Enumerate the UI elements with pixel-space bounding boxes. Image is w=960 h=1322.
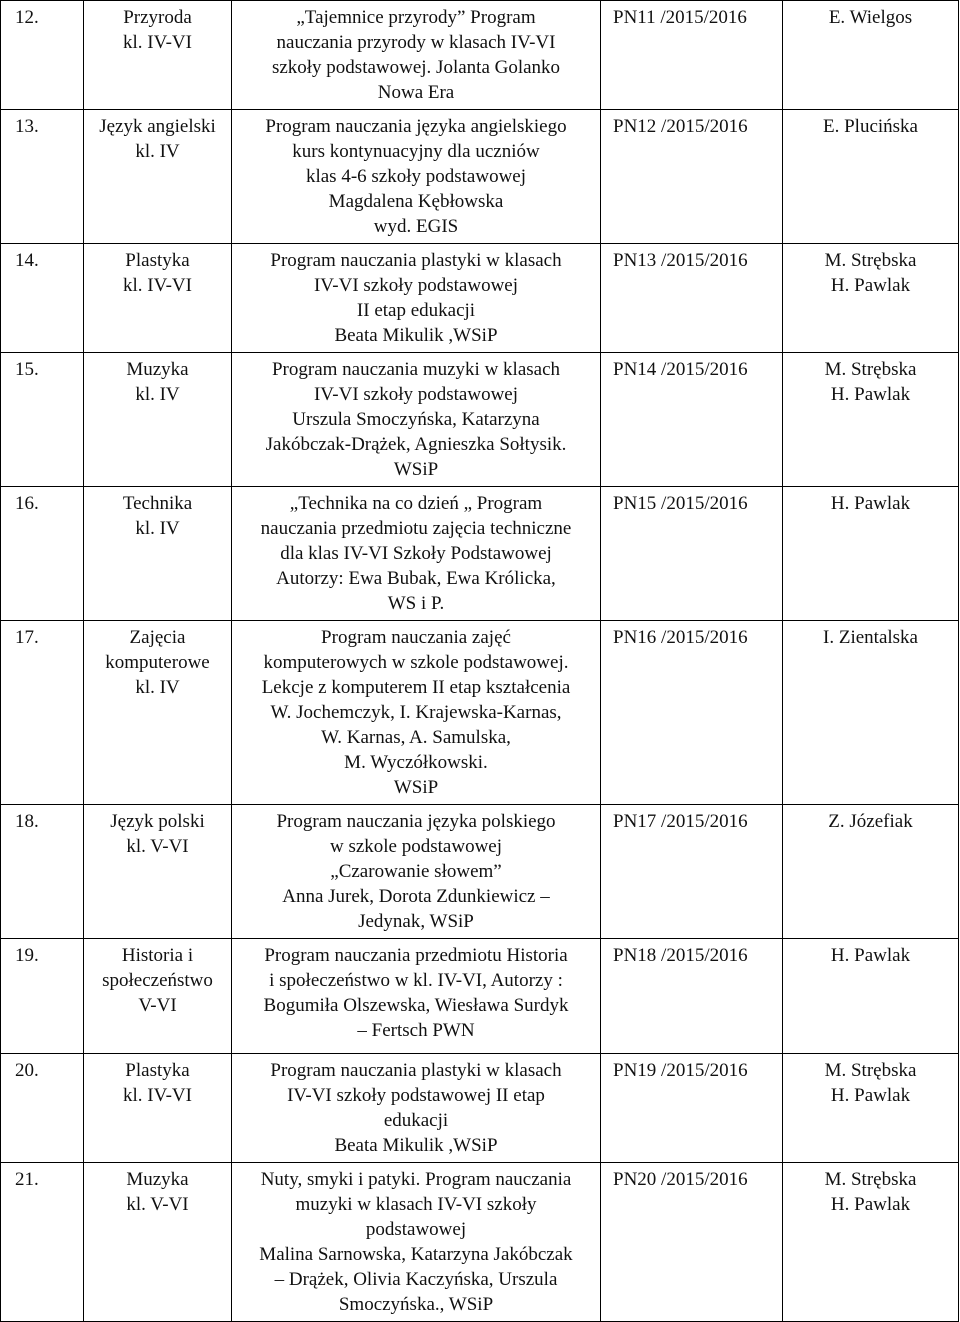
program-line: Malina Sarnowska, Katarzyna Jakóbczak xyxy=(259,1244,573,1265)
teachers-cell xyxy=(783,621,959,805)
teacher-name: H. Pawlak xyxy=(830,275,911,296)
subject-line: Język polski xyxy=(110,811,205,832)
program-line: szkoły podstawowej. Jolanta Golanko xyxy=(271,57,561,78)
teacher-name: H. Pawlak xyxy=(830,1085,911,1106)
program-line: klas 4-6 szkoły podstawowej xyxy=(305,166,527,187)
program-line: Program nauczania języka polskiego xyxy=(276,811,556,832)
program-line: „Czarowanie słowem” xyxy=(330,861,502,882)
subject-line: Plastyka xyxy=(125,1060,190,1081)
program-line: wyd. EGIS xyxy=(373,216,459,237)
subject-line: Historia i xyxy=(121,945,194,966)
program-number-cell xyxy=(601,621,783,805)
program-number: PN20 /2015/2016 xyxy=(613,1169,748,1190)
subject-line: kl. IV xyxy=(135,518,180,539)
teacher-name: M. Strębska xyxy=(824,1169,917,1190)
teachers-cell xyxy=(783,939,959,1054)
teacher-name: Z. Józefiak xyxy=(828,811,913,832)
program-number-cell xyxy=(601,244,783,353)
program-line: Program nauczania języka angielskiego xyxy=(265,116,567,137)
row-number: 19. xyxy=(15,945,39,966)
program-line: Jedynak, WSiP xyxy=(358,911,474,932)
row-number-cell xyxy=(1,110,84,244)
program-number-cell xyxy=(601,1,783,110)
program-line: edukacji xyxy=(383,1110,449,1131)
program-number-cell xyxy=(601,805,783,939)
teachers-cell xyxy=(783,1,959,110)
row-number-cell xyxy=(1,621,84,805)
teacher-name: H. Pawlak xyxy=(830,945,911,966)
program-line: M. Wyczółkowski. xyxy=(344,752,488,773)
program-line: Lekcje z komputerem II etap kształcenia xyxy=(261,677,571,698)
subject-line: kl. IV-VI xyxy=(123,32,192,53)
program-line: – Drążek, Olivia Kaczyńska, Urszula xyxy=(274,1269,558,1290)
program-line: Program nauczania plastyki w klasach xyxy=(270,250,562,271)
subject-cell xyxy=(84,487,232,621)
table-row xyxy=(1,621,959,805)
subject-line: Zajęcia xyxy=(129,627,186,648)
subject-line: Przyroda xyxy=(123,7,192,28)
subject-cell xyxy=(84,1163,232,1322)
subject-line: kl. IV-VI xyxy=(123,275,192,296)
program-number-cell xyxy=(601,487,783,621)
row-number: 15. xyxy=(15,359,39,380)
subject-cell xyxy=(84,621,232,805)
program-line: Anna Jurek, Dorota Zdunkiewicz – xyxy=(282,886,550,907)
program-number: PN14 /2015/2016 xyxy=(613,359,748,380)
program-line: „Tajemnice przyrody” Program xyxy=(296,7,536,28)
teacher-name: M. Strębska xyxy=(824,1060,917,1081)
teacher-name: M. Strębska xyxy=(824,250,917,271)
program-cell xyxy=(232,939,601,1054)
teacher-name: H. Pawlak xyxy=(830,493,911,514)
program-line: Program nauczania muzyki w klasach xyxy=(271,359,561,380)
program-cell xyxy=(232,1054,601,1163)
program-line: IV-VI szkoły podstawowej II etap xyxy=(287,1085,545,1106)
program-cell xyxy=(232,487,601,621)
subject-line: V-VI xyxy=(138,995,177,1016)
subject-line: społeczeństwo xyxy=(102,970,213,991)
program-line: Bogumiła Olszewska, Wiesława Surdyk xyxy=(263,995,569,1016)
program-line: IV-VI szkoły podstawowej xyxy=(313,275,519,296)
row-number-cell xyxy=(1,939,84,1054)
teacher-name: H. Pawlak xyxy=(830,1194,911,1215)
subject-line: Muzyka xyxy=(126,1169,189,1190)
subject-line: kl. IV xyxy=(135,677,180,698)
subject-line: kl. IV xyxy=(135,141,180,162)
teacher-name: M. Strębska xyxy=(824,359,917,380)
program-number-cell xyxy=(601,939,783,1054)
program-cell xyxy=(232,244,601,353)
program-number: PN13 /2015/2016 xyxy=(613,250,748,271)
subject-line: kl. V-VI xyxy=(126,836,189,857)
program-line: kurs kontynuacyjny dla uczniów xyxy=(292,141,540,162)
program-line: w szkole podstawowej xyxy=(329,836,503,857)
row-number: 12. xyxy=(15,7,39,28)
program-number-cell xyxy=(601,353,783,487)
row-number-cell xyxy=(1,244,84,353)
row-number: 20. xyxy=(15,1060,39,1081)
program-line: II etap edukacji xyxy=(356,300,476,321)
program-line: Beata Mikulik ,WSiP xyxy=(334,1135,498,1156)
program-line: Program nauczania przedmiotu Historia xyxy=(264,945,568,966)
program-line: muzyki w klasach IV-VI szkoły xyxy=(295,1194,537,1215)
program-line: Smoczyńska., WSiP xyxy=(338,1294,494,1315)
program-cell xyxy=(232,621,601,805)
program-line: Nowa Era xyxy=(377,82,455,103)
row-number: 17. xyxy=(15,627,39,648)
teachers-cell xyxy=(783,353,959,487)
subject-line: kl. V-VI xyxy=(126,1194,189,1215)
subject-line: kl. IV xyxy=(135,384,180,405)
program-line: nauczania przedmiotu zajęcia techniczne xyxy=(260,518,572,539)
program-line: Urszula Smoczyńska, Katarzyna xyxy=(292,409,540,430)
teacher-name: H. Pawlak xyxy=(830,384,911,405)
table-row xyxy=(1,805,959,939)
subject-line: Język angielski xyxy=(99,116,216,137)
program-line: Nuty, smyki i patyki. Program nauczania xyxy=(260,1169,572,1190)
row-number-cell xyxy=(1,353,84,487)
table-row xyxy=(1,1,959,110)
program-line: IV-VI szkoły podstawowej xyxy=(313,384,519,405)
program-line: W. Jochemczyk, I. Krajewska-Karnas, xyxy=(270,702,562,723)
teacher-name: E. Wielgos xyxy=(828,7,913,28)
program-line: – Fertsch PWN xyxy=(357,1020,475,1041)
program-number-cell xyxy=(601,1163,783,1322)
table-row xyxy=(1,939,959,1054)
program-line: Autorzy: Ewa Bubak, Ewa Królicka, xyxy=(276,568,556,589)
teachers-cell xyxy=(783,1054,959,1163)
program-number: PN15 /2015/2016 xyxy=(613,493,748,514)
teachers-cell xyxy=(783,1163,959,1322)
program-line: Program nauczania plastyki w klasach xyxy=(270,1060,562,1081)
table-row xyxy=(1,353,959,487)
program-cell xyxy=(232,110,601,244)
teachers-cell xyxy=(783,110,959,244)
subject-line: Technika xyxy=(122,493,193,514)
row-number: 18. xyxy=(15,811,39,832)
row-number-cell xyxy=(1,487,84,621)
program-line: podstawowej xyxy=(365,1219,467,1240)
program-cell xyxy=(232,805,601,939)
subject-line: kl. IV-VI xyxy=(123,1085,192,1106)
table-body xyxy=(1,1,959,1322)
table-row xyxy=(1,487,959,621)
subject-cell xyxy=(84,353,232,487)
program-line: Program nauczania zajęć xyxy=(321,627,511,648)
teacher-name: I. Zientalska xyxy=(823,627,918,648)
program-line: Magdalena Kębłowska xyxy=(328,191,504,212)
program-line: WS i P. xyxy=(387,593,445,614)
program-cell xyxy=(232,353,601,487)
subject-line: Muzyka xyxy=(126,359,189,380)
table-row xyxy=(1,1054,959,1163)
subject-cell xyxy=(84,244,232,353)
program-number-cell xyxy=(601,110,783,244)
program-line: komputerowych w szkole podstawowej. xyxy=(263,652,569,673)
program-line: Beata Mikulik ,WSiP xyxy=(334,325,498,346)
program-number: PN17 /2015/2016 xyxy=(613,811,748,832)
program-number: PN18 /2015/2016 xyxy=(613,945,748,966)
row-number-cell xyxy=(1,1,84,110)
subject-line: komputerowe xyxy=(105,652,210,673)
row-number: 13. xyxy=(15,116,39,137)
program-cell xyxy=(232,1163,601,1322)
teachers-cell xyxy=(783,487,959,621)
table-row xyxy=(1,1163,959,1322)
program-line: „Technika na co dzień „ Program xyxy=(289,493,543,514)
program-number: PN12 /2015/2016 xyxy=(613,116,748,137)
row-number-cell xyxy=(1,805,84,939)
table-row xyxy=(1,110,959,244)
program-number: PN19 /2015/2016 xyxy=(613,1060,748,1081)
program-number: PN11 /2015/2016 xyxy=(613,7,747,28)
subject-cell xyxy=(84,939,232,1054)
program-line: WSiP xyxy=(393,777,439,798)
teacher-name: E. Plucińska xyxy=(823,116,918,137)
row-number: 21. xyxy=(15,1169,39,1190)
row-number: 14. xyxy=(15,250,39,271)
row-number-cell xyxy=(1,1054,84,1163)
subject-line: Plastyka xyxy=(125,250,190,271)
program-number-cell xyxy=(601,1054,783,1163)
program-line: W. Karnas, A. Samulska, xyxy=(321,727,511,748)
program-line: dla klas IV-VI Szkoły Podstawowej xyxy=(280,543,552,564)
program-line: Jakóbczak-Drążek, Agnieszka Sołtysik. xyxy=(265,434,567,455)
program-line: WSiP xyxy=(393,459,439,480)
program-number: PN16 /2015/2016 xyxy=(613,627,748,648)
table-row xyxy=(1,244,959,353)
subject-cell xyxy=(84,110,232,244)
subject-cell xyxy=(84,805,232,939)
program-line: i społeczeństwo w kl. IV-VI, Autorzy : xyxy=(269,970,563,991)
row-number-cell xyxy=(1,1163,84,1322)
subject-cell xyxy=(84,1054,232,1163)
subject-cell xyxy=(84,1,232,110)
program-line: nauczania przyrody w klasach IV-VI xyxy=(276,32,556,53)
teachers-cell xyxy=(783,805,959,939)
teachers-cell xyxy=(783,244,959,353)
program-cell xyxy=(232,1,601,110)
row-number: 16. xyxy=(15,493,39,514)
